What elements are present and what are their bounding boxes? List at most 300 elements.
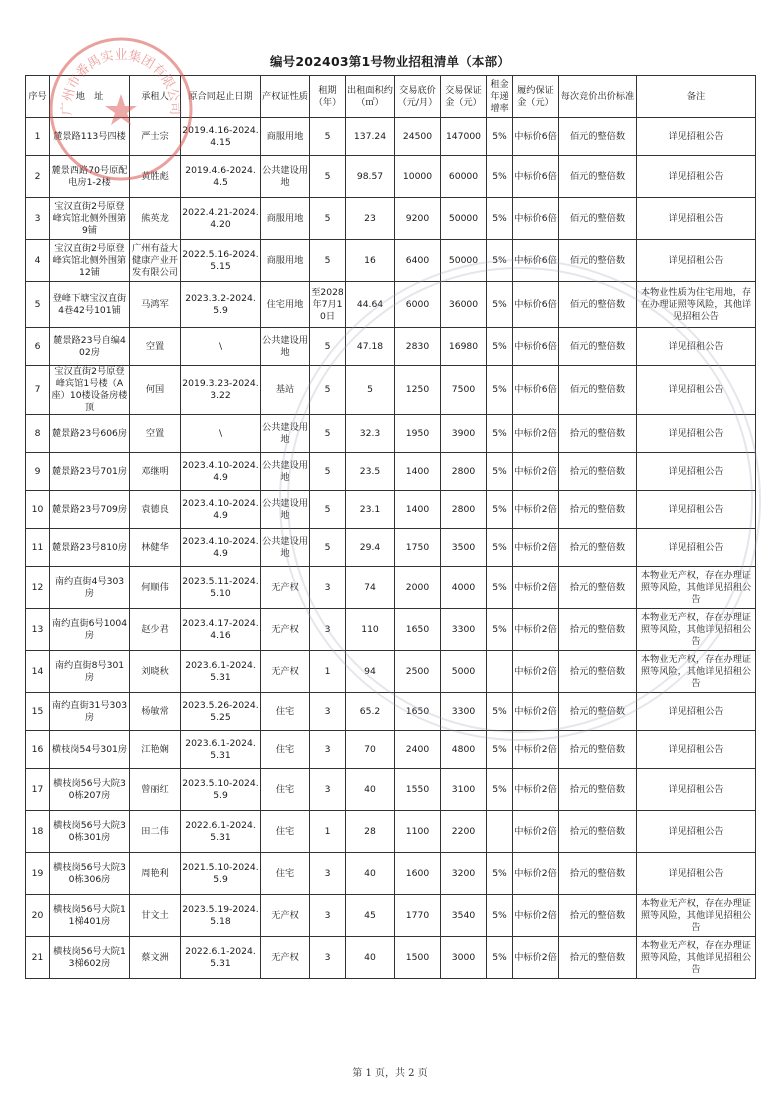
table-cell: 29.4 [346, 529, 395, 567]
table-cell: 3 [310, 853, 346, 895]
table-cell: 5 [310, 118, 346, 156]
table-cell: 2830 [395, 328, 441, 366]
table-cell: 宝汉直街2号原登峰宾馆北侧外围第12铺 [50, 240, 130, 282]
table-cell: 本物业无产权，存在办理证照等风险，其他详见招租公告 [637, 567, 756, 609]
table-cell: 36000 [441, 282, 487, 328]
table-cell: 2019.3.23-2024.3.22 [181, 366, 261, 415]
table-cell: 南约直街31号303房 [50, 693, 130, 731]
table-cell: 2023.4.10-2024.4.9 [181, 529, 261, 567]
table-cell: 佰元的整倍数 [559, 118, 637, 156]
table-cell: 拾元的整倍数 [559, 453, 637, 491]
table-cell: 严士宗 [130, 118, 181, 156]
table-cell: 47.18 [346, 328, 395, 366]
table-cell: 8 [26, 415, 50, 453]
table-cell: 1100 [395, 811, 441, 853]
table-cell: 详见招租公告 [637, 118, 756, 156]
table-cell: 拾元的整倍数 [559, 651, 637, 693]
table-cell: 10 [26, 491, 50, 529]
table-cell: 何顺伟 [130, 567, 181, 609]
table-cell: 2021.5.10-2024.5.9 [181, 853, 261, 895]
table-cell: 曾丽红 [130, 769, 181, 811]
table-cell: 2022.6.1-2024.5.31 [181, 937, 261, 979]
table-cell: 刘晓秋 [130, 651, 181, 693]
table-cell: 佰元的整倍数 [559, 198, 637, 240]
table-cell: 中标价6倍 [513, 198, 559, 240]
table-cell: 公共建设用地 [261, 328, 310, 366]
table-row [26, 895, 756, 937]
table-cell: 2400 [395, 731, 441, 769]
page-title: 编号202403第1号物业招租清单（本部） [269, 54, 511, 69]
table-cell: 拾元的整倍数 [559, 769, 637, 811]
table-cell: 横枝岗54号301房 [50, 731, 130, 769]
table-cell: 5% [487, 609, 513, 651]
table-cell: 110 [346, 609, 395, 651]
page-footer: 第 1 页，共 2 页 [352, 1068, 428, 1079]
table-cell: 拾元的整倍数 [559, 811, 637, 853]
table-cell: \ [181, 328, 261, 366]
table-cell: 45 [346, 895, 395, 937]
table-cell: 5% [487, 567, 513, 609]
table-cell: 10000 [395, 156, 441, 198]
table-cell: 公共建设用地 [261, 156, 310, 198]
table-cell: 南约直街6号1004房 [50, 609, 130, 651]
table-cell: 南约直街8号301房 [50, 651, 130, 693]
table-cell: 黄胜彪 [130, 156, 181, 198]
table-cell: 44.64 [346, 282, 395, 328]
table-cell: 5% [487, 895, 513, 937]
table-cell: 详见招租公告 [637, 491, 756, 529]
table-cell: 详见招租公告 [637, 769, 756, 811]
table-cell: 横枝岗56号大院30栋301房 [50, 811, 130, 853]
table-header-row [26, 76, 756, 118]
table-cell: 74 [346, 567, 395, 609]
table-row [26, 853, 756, 895]
table-cell: 5% [487, 693, 513, 731]
table-cell: 2800 [441, 453, 487, 491]
table-cell: 5 [346, 366, 395, 415]
table-cell: 2023.4.10-2024.4.9 [181, 491, 261, 529]
table-cell: 横枝岗56号大院30栋207房 [50, 769, 130, 811]
table-cell: 5% [487, 282, 513, 328]
seal-text: 广州市番禺实业集团有限公司 [59, 48, 183, 116]
table-row [26, 118, 756, 156]
table-cell: 详见招租公告 [637, 198, 756, 240]
table-cell: 98.57 [346, 156, 395, 198]
table-cell: 江艳娴 [130, 731, 181, 769]
table-cell: 详见招租公告 [637, 240, 756, 282]
table-cell: 5% [487, 366, 513, 415]
table-cell: 3300 [441, 693, 487, 731]
table-cell: 1650 [395, 609, 441, 651]
table-cell: 2000 [395, 567, 441, 609]
table-cell: 横枝岗56号大院11梯401房 [50, 895, 130, 937]
table-cell: 拾元的整倍数 [559, 491, 637, 529]
table-cell: 3 [310, 609, 346, 651]
table-cell: 商服用地 [261, 198, 310, 240]
table-cell: 70 [346, 731, 395, 769]
table-cell: 4800 [441, 731, 487, 769]
table-cell: 2 [26, 156, 50, 198]
table-row [26, 415, 756, 453]
table-cell: 3100 [441, 769, 487, 811]
table-cell: 详见招租公告 [637, 693, 756, 731]
table-cell: 2023.6.1-2024.5.31 [181, 731, 261, 769]
table-cell: 5% [487, 491, 513, 529]
table-row [26, 240, 756, 282]
table-cell: 2023.6.1-2024.5.31 [181, 651, 261, 693]
table-cell: 28 [346, 811, 395, 853]
table-cell: 中标价2倍 [513, 567, 559, 609]
table-cell: 1600 [395, 853, 441, 895]
table-cell: 1400 [395, 453, 441, 491]
table-cell: \ [181, 415, 261, 453]
table-cell: 无产权 [261, 895, 310, 937]
table-cell: 拾元的整倍数 [559, 609, 637, 651]
rental-list-table [25, 75, 756, 979]
table-cell: 9 [26, 453, 50, 491]
table-cell: 3 [310, 769, 346, 811]
table-cell: 空置 [130, 328, 181, 366]
table-cell: 杨敏常 [130, 693, 181, 731]
table-cell: 2023.5.26-2024.5.25 [181, 693, 261, 731]
table-cell: 麓景路23号自编402房 [50, 328, 130, 366]
table-cell: 1250 [395, 366, 441, 415]
table-cell: 拾元的整倍数 [559, 853, 637, 895]
table-cell: 详见招租公告 [637, 328, 756, 366]
table-cell: 邓继明 [130, 453, 181, 491]
table-cell: 2023.4.10-2024.4.9 [181, 453, 261, 491]
table-cell: 住宅 [261, 811, 310, 853]
table-cell: 2023.5.19-2024.5.18 [181, 895, 261, 937]
header-cell: 租期（年） [310, 76, 346, 118]
table-cell: 40 [346, 937, 395, 979]
table-cell: 60000 [441, 156, 487, 198]
table-cell: 中标价6倍 [513, 156, 559, 198]
table-cell: 5 [310, 491, 346, 529]
table-row [26, 811, 756, 853]
table-cell: 3540 [441, 895, 487, 937]
table-cell: 蔡文洲 [130, 937, 181, 979]
header-cell: 序号 [26, 76, 50, 118]
table-cell: 3900 [441, 415, 487, 453]
table-cell: 15 [26, 693, 50, 731]
table-row [26, 693, 756, 731]
header-cell: 产权证性质 [261, 76, 310, 118]
table-cell: 中标价2倍 [513, 731, 559, 769]
table-cell: 2019.4.16-2024.4.15 [181, 118, 261, 156]
table-cell: 2023.5.11-2024.5.10 [181, 567, 261, 609]
header-cell: 原合同起止日期 [181, 76, 261, 118]
table-cell: 详见招租公告 [637, 415, 756, 453]
table-row [26, 328, 756, 366]
table-cell: 5% [487, 118, 513, 156]
table-cell: 中标价2倍 [513, 693, 559, 731]
table-cell: 横枝岗56号大院30栋306房 [50, 853, 130, 895]
table-cell: 麓景路23号810房 [50, 529, 130, 567]
table-cell: 1650 [395, 693, 441, 731]
table-cell: 无产权 [261, 651, 310, 693]
table-cell: 中标价2倍 [513, 529, 559, 567]
table-cell: 6000 [395, 282, 441, 328]
table-row [26, 937, 756, 979]
table-cell: 佰元的整倍数 [559, 156, 637, 198]
table-cell: 详见招租公告 [637, 453, 756, 491]
table-cell: 空置 [130, 415, 181, 453]
table-cell: 5000 [441, 651, 487, 693]
table-cell: 4 [26, 240, 50, 282]
table-cell: 马鸿军 [130, 282, 181, 328]
table-cell: 23.1 [346, 491, 395, 529]
table-cell: 5 [310, 156, 346, 198]
table-cell: 3500 [441, 529, 487, 567]
table-cell: 本物业无产权，存在办理证照等风险，其他详见招租公告 [637, 651, 756, 693]
table-cell: 2023.5.10-2024.5.9 [181, 769, 261, 811]
table-row [26, 491, 756, 529]
header-cell: 交易保证金（元） [441, 76, 487, 118]
table-cell: 详见招租公告 [637, 811, 756, 853]
table-cell: 林健华 [130, 529, 181, 567]
table-cell: 公共建设用地 [261, 491, 310, 529]
table-cell: 5% [487, 769, 513, 811]
table-cell: 周艳利 [130, 853, 181, 895]
table-row [26, 529, 756, 567]
table-cell: 1 [310, 651, 346, 693]
table-cell: 本物业无产权，存在办理证照等风险，其他详见招租公告 [637, 937, 756, 979]
table-cell: 赵少君 [130, 609, 181, 651]
table-cell [487, 811, 513, 853]
table-cell: 17 [26, 769, 50, 811]
table-cell: 商服用地 [261, 240, 310, 282]
table-cell: 137.24 [346, 118, 395, 156]
table-cell: 中标价2倍 [513, 895, 559, 937]
table-cell: 无产权 [261, 609, 310, 651]
table-cell: 5% [487, 731, 513, 769]
table-cell: 1950 [395, 415, 441, 453]
table-cell: 住宅 [261, 853, 310, 895]
table-cell: 1 [26, 118, 50, 156]
header-cell: 地 址 [50, 76, 130, 118]
table-cell: 3300 [441, 609, 487, 651]
table-cell: 5 [310, 240, 346, 282]
table-cell: 中标价2倍 [513, 769, 559, 811]
table-row [26, 156, 756, 198]
table-row [26, 651, 756, 693]
table-cell: 何国 [130, 366, 181, 415]
table-cell: 中标价2倍 [513, 811, 559, 853]
table-row [26, 769, 756, 811]
table-cell: 2022.5.16-2024.5.15 [181, 240, 261, 282]
table-cell: 5 [26, 282, 50, 328]
table-cell: 12 [26, 567, 50, 609]
table-cell: 中标价6倍 [513, 240, 559, 282]
table-row [26, 567, 756, 609]
table-cell: 中标价2倍 [513, 853, 559, 895]
table-cell: 中标价6倍 [513, 366, 559, 415]
table-cell: 4000 [441, 567, 487, 609]
table-cell: 3 [310, 731, 346, 769]
table-cell: 23.5 [346, 453, 395, 491]
header-cell: 交易底价（元/月） [395, 76, 441, 118]
table-cell: 1500 [395, 937, 441, 979]
table-cell: 商服用地 [261, 118, 310, 156]
table-cell: 公共建设用地 [261, 415, 310, 453]
table-row [26, 609, 756, 651]
table-cell: 2023.4.17-2024.4.16 [181, 609, 261, 651]
table-cell: 广州有益大健康产业开发有限公司 [130, 240, 181, 282]
table-cell: 佰元的整倍数 [559, 366, 637, 415]
table-cell: 5% [487, 937, 513, 979]
table-cell: 2022.6.1-2024.5.31 [181, 811, 261, 853]
table-cell: 无产权 [261, 567, 310, 609]
table-cell: 详见招租公告 [637, 156, 756, 198]
table-cell: 14 [26, 651, 50, 693]
table-cell: 9200 [395, 198, 441, 240]
table-cell: 宝汉直街2号原登峰宾馆1号楼（A座）10楼设备房楼顶 [51, 366, 128, 413]
table-cell: 2023.3.2-2024.5.9 [181, 282, 261, 328]
header-cell: 承租人 [130, 76, 181, 118]
table-cell: 佰元的整倍数 [559, 240, 637, 282]
table-cell: 20 [26, 895, 50, 937]
table-cell: 6 [26, 328, 50, 366]
table-cell: 中标价2倍 [513, 491, 559, 529]
table-row [26, 282, 756, 328]
table-cell: 本物业性质为住宅用地，存在办理证照等风险，其他详见招租公告 [637, 282, 756, 328]
table-cell: 中标价6倍 [513, 328, 559, 366]
table-cell: 24500 [395, 118, 441, 156]
table-cell: 3200 [441, 853, 487, 895]
table-cell: 5% [487, 198, 513, 240]
table-cell: 3 [310, 567, 346, 609]
table-cell: 佰元的整倍数 [559, 328, 637, 366]
table-cell: 详见招租公告 [637, 731, 756, 769]
table-cell: 40 [346, 769, 395, 811]
table-cell: 本物业无产权，存在办理证照等风险，其他详见招租公告 [637, 895, 756, 937]
table-cell: 65.2 [346, 693, 395, 731]
table-cell: 宝汉直街2号原登峰宾馆北侧外围第9铺 [50, 198, 130, 240]
table-cell: 3 [310, 895, 346, 937]
table-cell: 2022.4.21-2024.4.20 [181, 198, 261, 240]
table-cell: 5 [310, 453, 346, 491]
header-cell: 履约保证金（元） [513, 76, 559, 118]
table-cell: 3 [310, 693, 346, 731]
table-cell: 熊英龙 [130, 198, 181, 240]
table-cell: 3 [310, 937, 346, 979]
table-cell: 拾元的整倍数 [559, 567, 637, 609]
table-row [26, 366, 756, 415]
table-cell: 2500 [395, 651, 441, 693]
table-cell: 18 [26, 811, 50, 853]
table-row [26, 198, 756, 240]
table-cell: 南约直街4号303房 [50, 567, 130, 609]
table-cell: 无产权 [261, 937, 310, 979]
header-cell: 备注 [637, 76, 756, 118]
table-cell: 田二伟 [130, 811, 181, 853]
table-cell: 50000 [441, 198, 487, 240]
table-cell: 5% [487, 529, 513, 567]
table-cell: 中标价2倍 [513, 651, 559, 693]
table-cell: 23 [346, 198, 395, 240]
table-cell: 甘文土 [130, 895, 181, 937]
table-cell: 3 [26, 198, 50, 240]
table-cell: 11 [26, 529, 50, 567]
table-cell: 5% [487, 240, 513, 282]
table-cell: 麓景路113号四楼 [50, 118, 130, 156]
header-cell: 每次竞价出价标准 [559, 76, 637, 118]
table-row [26, 731, 756, 769]
table-cell: 中标价6倍 [513, 118, 559, 156]
table-cell: 佰元的整倍数 [559, 282, 637, 328]
table-cell: 5% [487, 328, 513, 366]
table-cell: 拾元的整倍数 [559, 529, 637, 567]
table-cell: 住宅 [261, 693, 310, 731]
table-cell: 1550 [395, 769, 441, 811]
table-cell: 袁德良 [130, 491, 181, 529]
table-cell: 详见招租公告 [637, 529, 756, 567]
table-cell: 麓景西路70号原配电房1-2楼 [50, 156, 130, 198]
table-cell: 中标价2倍 [513, 415, 559, 453]
table-cell: 住宅 [261, 769, 310, 811]
table-cell: 1 [310, 811, 346, 853]
table-cell: 3000 [441, 937, 487, 979]
table-cell: 住宅 [261, 731, 310, 769]
table-cell: 公共建设用地 [261, 529, 310, 567]
header-cell: 租金年递增率 [487, 76, 513, 118]
table-cell: 21 [26, 937, 50, 979]
table-cell: 5 [310, 328, 346, 366]
table-cell: 中标价2倍 [513, 937, 559, 979]
table-cell: 16 [26, 731, 50, 769]
table-cell: 2200 [441, 811, 487, 853]
table-cell: 住宅用地 [261, 282, 310, 328]
table-cell: 5 [310, 198, 346, 240]
table-cell: 5% [487, 453, 513, 491]
table-cell: 中标价2倍 [513, 609, 559, 651]
table-cell: 拾元的整倍数 [559, 693, 637, 731]
table-cell: 1400 [395, 491, 441, 529]
table-cell: 1770 [395, 895, 441, 937]
table-cell: 5% [487, 415, 513, 453]
table-cell: 2019.4.6-2024.4.5 [181, 156, 261, 198]
table-cell: 中标价2倍 [513, 453, 559, 491]
table-cell: 拾元的整倍数 [559, 937, 637, 979]
table-cell: 详见招租公告 [637, 853, 756, 895]
table-cell: 13 [26, 609, 50, 651]
table-cell: 147000 [441, 118, 487, 156]
table-cell: 拾元的整倍数 [559, 731, 637, 769]
table-cell: 7500 [441, 366, 487, 415]
table-cell: 横枝岗56号大院13梯602房 [50, 937, 130, 979]
table-cell: 拾元的整倍数 [559, 895, 637, 937]
table-cell: 拾元的整倍数 [559, 415, 637, 453]
table-cell: 5 [310, 415, 346, 453]
table-cell: 16980 [441, 328, 487, 366]
table-cell: 本物业无产权，存在办理证照等风险，其他详见招租公告 [637, 609, 756, 651]
table-cell: 5 [310, 529, 346, 567]
table-cell: 7 [26, 366, 50, 415]
table-cell: 5% [487, 853, 513, 895]
table-cell: 40 [346, 853, 395, 895]
table-cell: 中标价6倍 [513, 282, 559, 328]
table-cell: 94 [346, 651, 395, 693]
table-cell: 基站 [261, 366, 310, 415]
table-cell: 详见招租公告 [637, 366, 756, 415]
table-cell: 50000 [441, 240, 487, 282]
table-cell: 2800 [441, 491, 487, 529]
table-cell: 1750 [395, 529, 441, 567]
table-cell [487, 651, 513, 693]
table-cell: 5 [310, 366, 346, 415]
table-cell: 16 [346, 240, 395, 282]
